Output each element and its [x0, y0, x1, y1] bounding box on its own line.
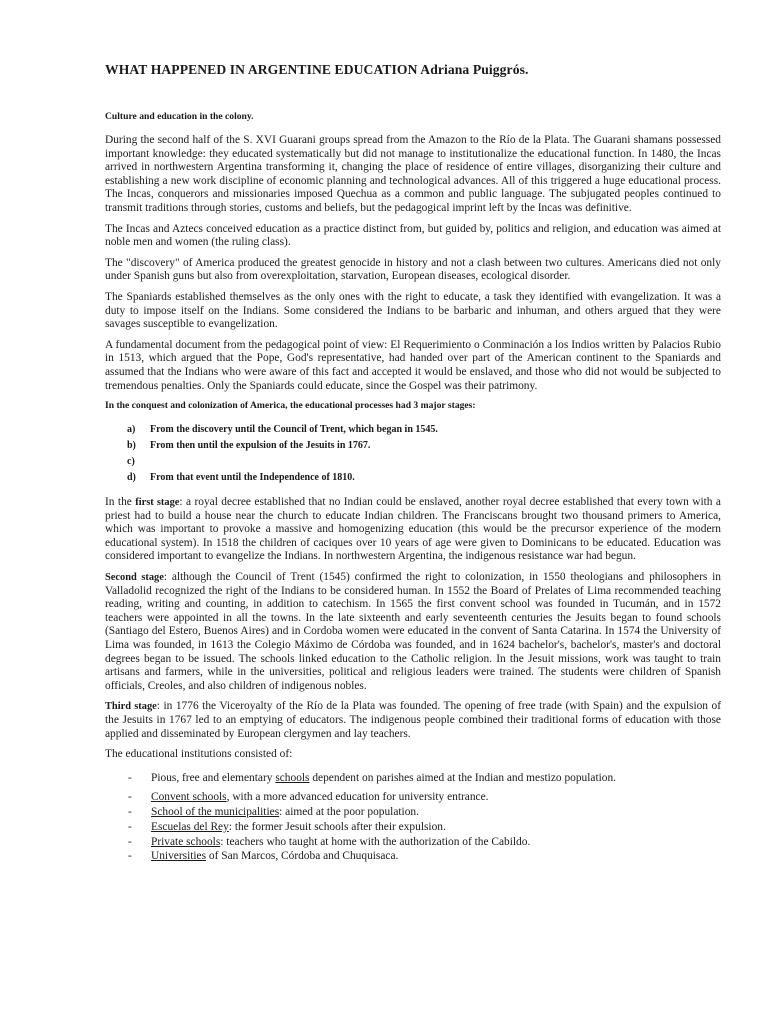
- list-item: [105, 454, 721, 470]
- list-item: [105, 849, 721, 864]
- list-dash: -: [128, 820, 132, 833]
- paragraph-second-stage: [105, 571, 721, 693]
- item-underlined-term: Private schools: [151, 835, 221, 848]
- third-stage-text: : in 1776 the Viceroyalty of the Río de la Plata was founded. The opening of free trade (with Spain) and the expulsion of the Jesuits in 1767 led to an emptying of educators. The indigenous people combined their traditional forms of education with those applied and disseminated by European clergymen and lay teachers.: [105, 700, 722, 740]
- list-item-text: From that event until the Independence of 1810.: [150, 472, 355, 484]
- paragraph-requerimiento: A fundamental document from the pedagogical point of view: El Requerimiento o Conminación a los Indios written by Palacios Rubio in 1513, which argued that the Pope, God's representative, had handed over part of the American continent to the Spaniards and assumed that the Indians who were aware of this fact and accepted it would be enslaved, and those who did not would be subjected to tremendous penalties. Only the Spaniards could educate, since the Gospel was their patrimony.: [105, 338, 721, 392]
- section-heading: Culture and education in the colony.: [105, 111, 254, 122]
- first-stage-text: : a royal decree established that no Indian could be enslaved, another royal decree established that every town with a priest had to build a house near the church to educate Indian children. The Franciscans brought two thousand primers to America, which was important to provoke a massive and homogenizing education (this would be the precursor experience of the modern educational system). In 1518 the children of caciques over 10 years of age were given to Dominicans to be educated. Education was considered important to evangelize the Indians. In northwestern Argentina, the indigenous resistance war had begun.: [105, 496, 721, 563]
- list-dash: -: [128, 791, 132, 804]
- paragraph-third-stage: [105, 700, 721, 741]
- document-title: [105, 62, 721, 78]
- first-stage-label: first stage: [135, 497, 180, 509]
- item-text-after: , with a more advanced education for university entrance.: [226, 791, 489, 804]
- list-item-text: [151, 790, 489, 805]
- list-marker: b): [127, 440, 136, 452]
- paragraph-discovery: The "discovery" of America produced the greatest genocide in history and not a clash between two cultures. Americans died not only under Spanish guns but also from overexploitation, starvation, European diseases, ecological disorder.: [105, 256, 721, 283]
- list-marker: a): [127, 424, 136, 436]
- list-item: [105, 771, 721, 786]
- list-item-text: [151, 835, 530, 850]
- list-item-text: From the discovery until the Council of Trent, which began in 1545.: [150, 424, 438, 436]
- paragraph-guarani: During the second half of the S. XVI Guarani groups spread from the Amazon to the Río de la Plata. The Guarani shamans possessed important knowledge: they educated systematically but did not manage to institutionalize the educational function. In 1480, the Incas arrived in northwestern Argentina transforming it, changing the place of residence of entire villages, disorganizing their culture and establishing a new work discipline of economic planning and technological advances. All of this triggered a huge educational process. The Incas, conquerors and missionaries imposed Quechua as a common and public language. The subjugated peoples continued to transmit traditions through stories, customs and beliefs, but the pedagogical imprint left by the Incas was definitive.: [105, 134, 721, 214]
- first-stage-prefix: In the: [105, 496, 136, 509]
- list-item-text: [151, 805, 419, 820]
- list-dash: -: [128, 835, 132, 848]
- second-stage-label: Second stage: [105, 572, 164, 584]
- item-text-after: of San Marcos, Córdoba and Chuquisaca.: [206, 850, 399, 863]
- item-underlined-term: School of the municipalities: [151, 806, 280, 819]
- item-text-after: : the former Jesuit schools after their expulsion.: [228, 820, 446, 833]
- second-stage-text: : although the Council of Trent (1545) confirmed the right to colonization, in 1550 theologians and philosophers in Valladolid recognized the right of the Indians to be considered human. In 1552 the Board of Prelates of Lima recommended teaching reading, writing and counting, in addition to catechism. In 1565 the first convent school was founded in Tucumán, and in 1572 teachers were appointed in all the towns. In the late sixteenth and early seventeenth centuries the Jesuits began to found schools (Santiago del Estero, Buenos Aires) and in Cordoba women were educated in the convent of Santa Catarina. In 1574 the University of Lima was founded, in 1613 the Colegio Máximo de Córdoba was founded, and in 1624 bachelor's, bachelor's, master's and doctoral degrees began to be issued. The schools linked education to the Catholic religion. In the Jesuit missions, work was taught to train artisans and farmers, while in the universities, political and religious leaders were trained. The students were children of Spanish officials, Creoles, and also children of indigenous nobles.: [105, 571, 722, 692]
- stages-list: [105, 422, 721, 486]
- list-dash: -: [128, 850, 132, 863]
- list-dash: -: [128, 771, 132, 784]
- list-marker: d): [127, 472, 136, 484]
- institutions-intro: The educational institutions consisted of:: [105, 748, 293, 761]
- paragraph-spaniards: The Spaniards established themselves as the only ones with the right to educate, a task they identified with evangelization. It was a duty to impose itself on the Indians. Some considered the Indians to be barbaric and inhuman, and others argued that they were savages susceptible to evangelization.: [105, 290, 721, 331]
- list-item: [105, 470, 721, 486]
- title-main: WHAT HAPPENED IN ARGENTINE EDUCATION: [105, 62, 418, 77]
- list-marker: c): [127, 456, 135, 468]
- list-item: [105, 820, 721, 835]
- paragraph-incas-aztecs: The Incas and Aztecs conceived education as a practice distinct from, but guided by, politics and religion, and education was aimed at noble men and women (the ruling class).: [105, 222, 721, 249]
- item-text-before: Pious, free and elementary: [151, 771, 276, 784]
- item-underlined-term: Universities: [151, 850, 207, 863]
- item-underlined-term: Convent schools: [151, 791, 227, 804]
- item-underlined-term: schools: [275, 771, 310, 784]
- item-text-after: : aimed at the poor population.: [279, 806, 419, 819]
- stages-intro: In the conquest and colonization of America, the educational processes had 3 major stages:: [105, 400, 476, 412]
- list-item-text: [151, 771, 616, 786]
- list-item: [105, 438, 721, 454]
- list-item: [105, 790, 721, 805]
- third-stage-label: Third stage: [105, 701, 157, 713]
- item-underlined-term: Escuelas del Rey: [151, 820, 229, 833]
- list-item-text: [151, 820, 446, 835]
- list-item-text: From then until the expulsion of the Jesuits in 1767.: [150, 440, 371, 452]
- title-author: Adriana Puiggrós.: [420, 62, 529, 77]
- institutions-list: [105, 771, 721, 864]
- item-text-after: dependent on parishes aimed at the Indian and mestizo population.: [309, 771, 617, 784]
- list-dash: -: [128, 806, 132, 819]
- list-item: [105, 835, 721, 850]
- list-item: [105, 805, 721, 820]
- document-page: [105, 62, 721, 864]
- list-item-text: [151, 849, 398, 864]
- paragraph-first-stage: [105, 496, 721, 564]
- list-item: [105, 422, 721, 438]
- item-text-after: : teachers who taught at home with the authorization of the Cabildo.: [220, 835, 531, 848]
